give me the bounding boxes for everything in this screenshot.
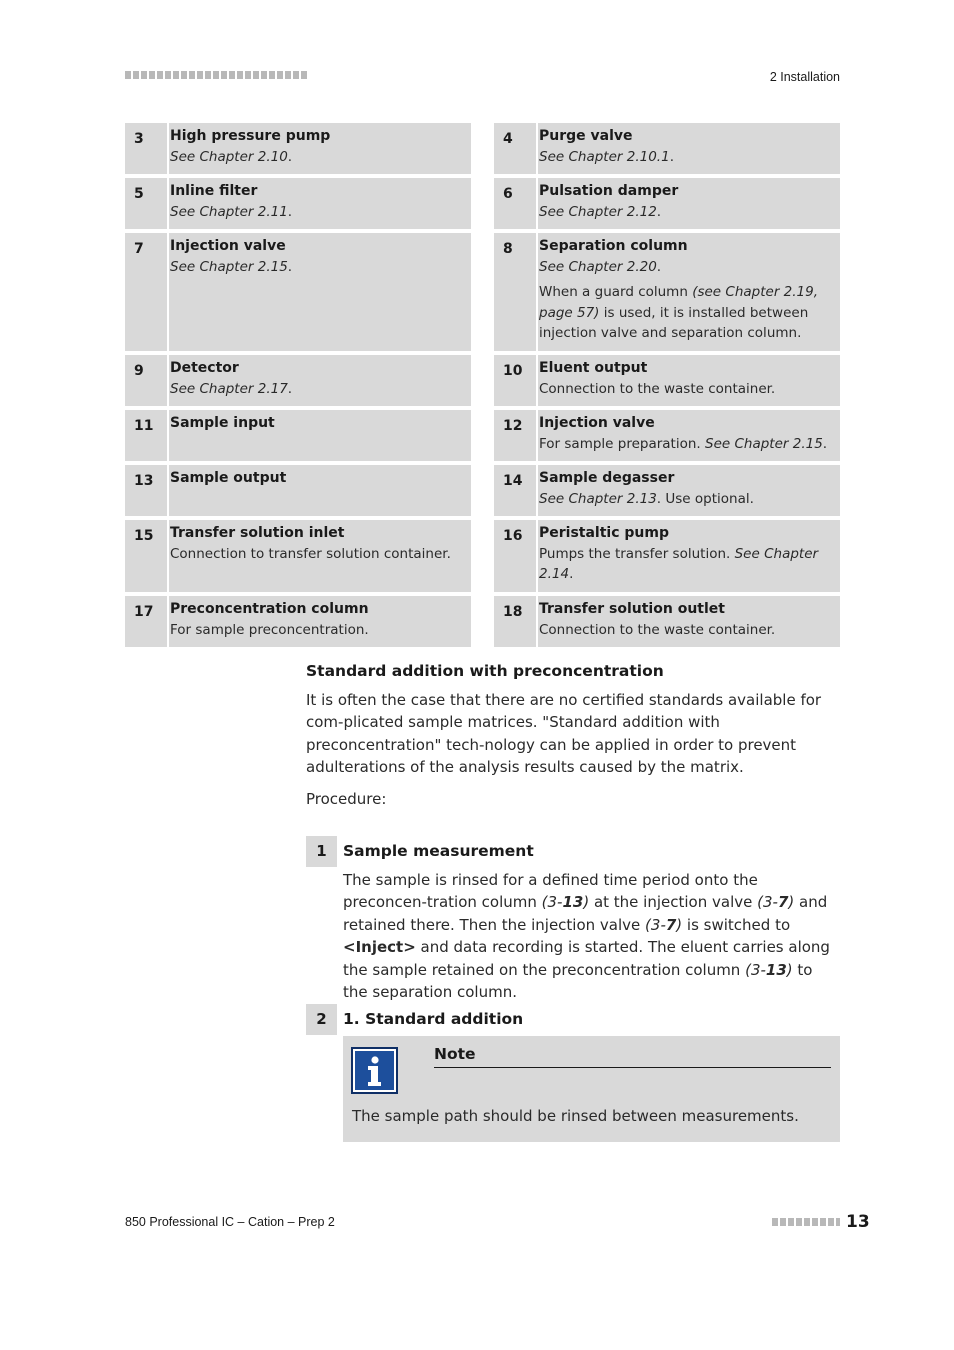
legend-number: 15 <box>134 528 154 544</box>
figure-ref: (3-13) <box>541 893 590 912</box>
note-title: Note <box>434 1045 831 1068</box>
legend-number: 3 <box>134 131 144 147</box>
legend-title: Sample input <box>170 415 275 431</box>
figure-ref: (3-13) <box>745 960 793 979</box>
legend-item: 12 Injection valve For sample preparation. See Chapter 2.15. <box>494 410 840 461</box>
page-number: 13 <box>846 1212 870 1232</box>
legend-description: Connection to the waste container. <box>539 380 776 397</box>
legend-right-column <box>494 123 840 651</box>
legend-item <box>125 520 471 592</box>
legend-description: Connection to the waste container. <box>539 621 776 638</box>
legend-item <box>125 596 471 647</box>
legend-item: 6 Pulsation damper See Chapter 2.12. <box>494 178 840 229</box>
legend-number: 10 <box>503 363 523 379</box>
legend-item <box>125 465 471 516</box>
legend-title: Transfer solution outlet <box>539 601 725 617</box>
legend-item: 3 High pressure pump See Chapter 2.10. <box>125 123 471 174</box>
legend-item: 9 Detector See Chapter 2.17. <box>125 355 471 406</box>
figure-ref: (3-7) <box>645 915 683 934</box>
legend-number: 9 <box>134 363 144 379</box>
step-number: 2 <box>306 1004 337 1035</box>
legend-number: 14 <box>503 473 523 489</box>
note-box <box>343 1036 840 1142</box>
legend-number: 12 <box>503 418 523 434</box>
step-number: 1 <box>306 836 337 867</box>
note-text: The sample path should be rinsed between measurements. <box>352 1107 799 1125</box>
legend-item: 14 Sample degasser See Chapter 2.13. Use optional. <box>494 465 840 516</box>
legend-number: 16 <box>503 528 523 544</box>
legend-title: Sample degasser <box>539 470 675 486</box>
chapter-ref: See Chapter 2.17 <box>170 380 288 397</box>
legend-item <box>494 355 840 406</box>
footer-decoration <box>772 1218 840 1226</box>
legend-title: Injection valve <box>170 238 286 254</box>
legend-item: 4 Purge valve See Chapter 2.10.1. <box>494 123 840 174</box>
legend-item: 16 Peristaltic pump Pumps the transfer solution. See Chapter 2.14. <box>494 520 840 592</box>
legend-title: Separation column <box>539 238 688 254</box>
info-icon <box>351 1047 398 1094</box>
legend-description: Pumps the transfer solution. <box>539 545 735 562</box>
chapter-ref: See Chapter 2.14 <box>539 545 819 582</box>
key-label: <Inject> <box>343 938 416 957</box>
legend-title: Eluent output <box>539 360 648 376</box>
legend-item: 5 Inline filter See Chapter 2.11. <box>125 178 471 229</box>
chapter-ref: See Chapter 2.11 <box>170 203 288 220</box>
legend-title: Injection valve <box>539 415 655 431</box>
legend-note: When a guard column (see Chapter 2.19, page 57) is used, it is installed between injection valve and separation column. <box>539 284 819 341</box>
step-text: The sample is rinsed for a defined time period onto the preconcen-tration column (3-13) at the injection valve (3-7) and retained there. Then the injection valve (3-7) is switched to <Inject> and data recording is started. The eluent carries along the sample retained on the preconcentration column (3-13) to the separation column. <box>343 871 830 1002</box>
chapter-ref: (see Chapter 2.19, page 57) <box>539 284 819 321</box>
legend-title: Preconcentration column <box>170 601 369 617</box>
procedure-step <box>306 836 840 1002</box>
legend-number: 18 <box>503 604 523 620</box>
legend-item <box>494 596 840 647</box>
legend-title: Pulsation damper <box>539 183 679 199</box>
legend-title: Sample output <box>170 470 287 486</box>
legend-number: 17 <box>134 604 154 620</box>
chapter-ref: See Chapter 2.15 <box>170 258 288 275</box>
chapter-ref: See Chapter 2.10.1 <box>539 148 670 165</box>
chapter-ref: See Chapter 2.12 <box>539 203 657 220</box>
chapter-ref: See Chapter 2.20 <box>539 258 657 275</box>
legend-number: 6 <box>503 186 513 202</box>
legend-item <box>125 410 471 461</box>
legend-number: 8 <box>503 241 513 257</box>
section-heading: Standard addition with preconcentration <box>306 662 664 680</box>
legend-description: For sample preparation. <box>539 435 705 452</box>
legend-description: Connection to transfer solution container. <box>170 545 451 562</box>
intro-paragraph: It is often the case that there are no certified standards available for com-plicated sample matrices. "Standard addition with preconcentration" tech-nology can be applied in order to prevent adulterations of the analysis results caused by the matrix. <box>306 691 822 777</box>
legend-number: 11 <box>134 418 154 434</box>
header-section: 2 Installation <box>769 70 840 84</box>
legend-number: 13 <box>134 473 154 489</box>
legend-title: Transfer solution inlet <box>170 525 345 541</box>
legend-number: 4 <box>503 131 513 147</box>
legend-title: Inline filter <box>170 183 258 199</box>
header-decoration <box>125 71 307 79</box>
legend-description: For sample preconcentration. <box>170 621 369 638</box>
chapter-ref: See Chapter 2.13 <box>539 490 657 507</box>
legend-item: 7 Injection valve See Chapter 2.15. <box>125 233 471 351</box>
chapter-ref: See Chapter 2.15 <box>705 435 823 452</box>
legend-number: 5 <box>134 186 144 202</box>
legend-title: High pressure pump <box>170 128 331 144</box>
legend-title: Purge valve <box>539 128 633 144</box>
footer-document-title: 850 Professional IC – Cation – Prep 2 <box>125 1215 335 1229</box>
legend-number: 7 <box>134 241 144 257</box>
procedure-label: Procedure: <box>306 790 387 808</box>
chapter-ref: See Chapter 2.10 <box>170 148 288 165</box>
step-title: Sample measurement <box>343 842 534 860</box>
step-title: 1. Standard addition <box>343 1010 524 1028</box>
figure-ref: (3-7) <box>757 893 795 912</box>
procedure-step <box>306 1004 840 1036</box>
legend-left-column <box>125 123 471 651</box>
legend-item: 8 Separation column See Chapter 2.20. When a guard column (see Chapter 2.19, page 57) is used, it is installed between injection valve and separation column. <box>494 233 840 351</box>
legend-title: Peristaltic pump <box>539 525 669 541</box>
legend-title: Detector <box>170 360 239 376</box>
